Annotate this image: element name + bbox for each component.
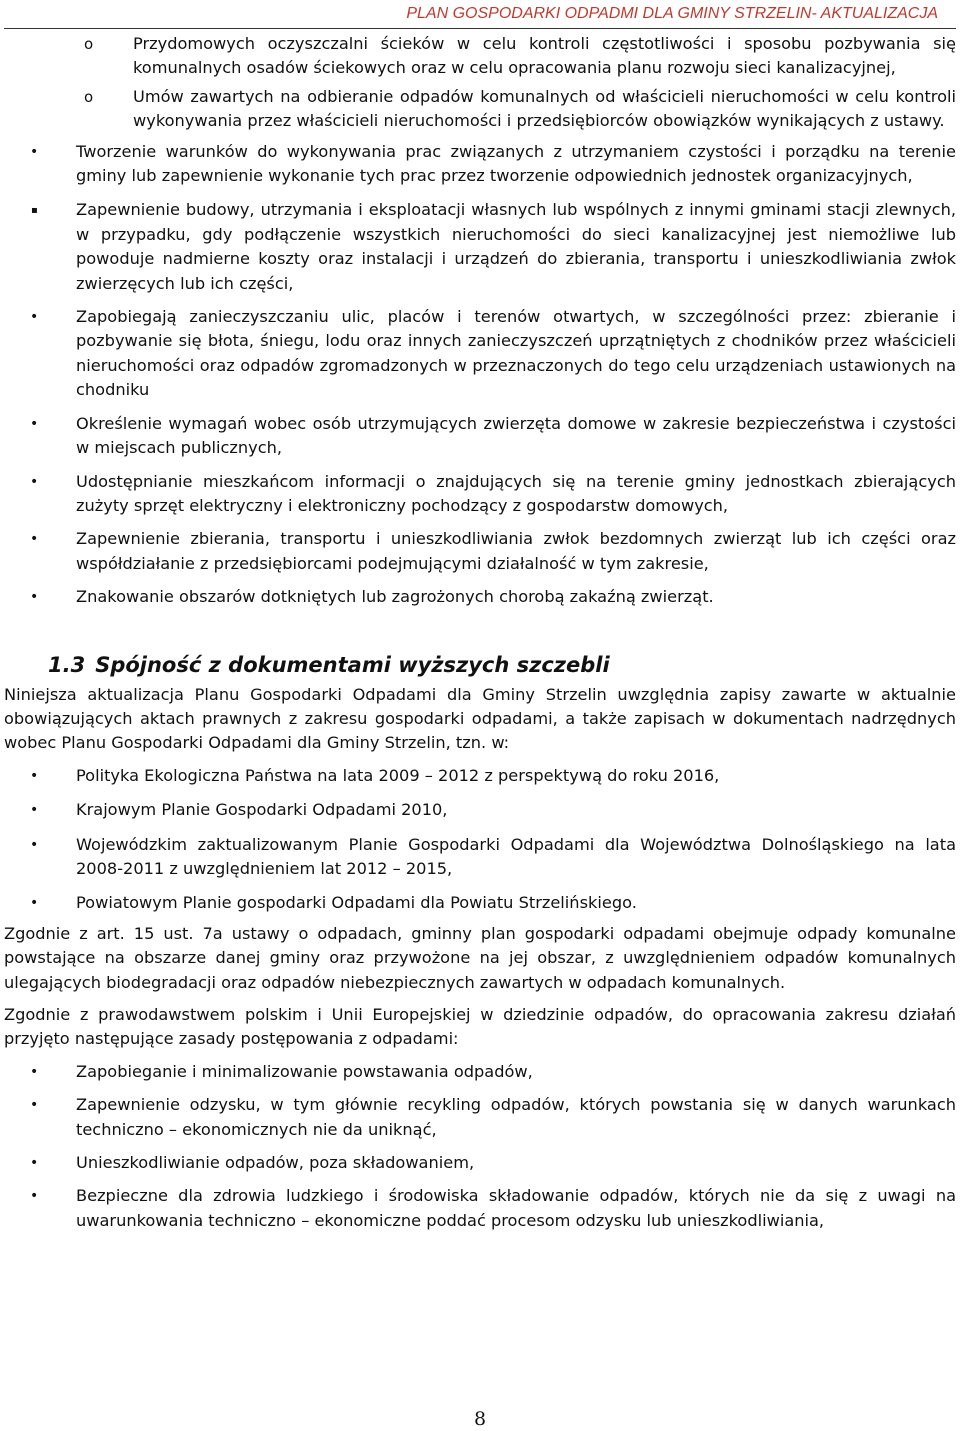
page-number: 8 [473, 1408, 487, 1430]
list-item-text: Umów zawartych na odbieranie odpadów komunalnych od właścicieli nieruchomości w celu kontroli wykonywania przez właścicieli nieruchomości i przedsiębiorców obowiązków wynikających z ustawy. [133, 86, 956, 131]
paragraph: Niniejsza aktualizacja Planu Gospodarki Odpadami dla Gminy Strzelin uwzględnia zapisy zawarte w aktualnie obowiązujących aktach prawnych z zakresu gospodarki odpadami, a także zapisach w dokumentach nadrzędnych wobec Planu Gospodarki Odpadami dla Gminy Strzelin, tzn. w: [4, 684, 956, 753]
document-body [4, 32, 956, 1233]
list-item [4, 1093, 956, 1142]
list-item [4, 1184, 956, 1233]
list-item-text: Przydomowych oczyszczalni ścieków w celu kontroli częstotliwości i sposobu pozbywania się komunalnych osadów ściekowych oraz w celu opracowania planu rozwoju sieci kanalizacyjnej, [133, 34, 956, 78]
list-item-text: Powiatowym Planie gospodarki Odpadami dla Powiatu Strzelińskiego. [76, 893, 637, 913]
running-header: PLAN GOSPODARKI ODPADMI DLA GMINY STRZELIN- AKTUALIZACJA [406, 5, 938, 22]
bullet-icon: • [30, 589, 39, 606]
bullet-icon: • [30, 1188, 39, 1205]
list-item-text: Zapewnienie odzysku, w tym głównie recykling odpadów, których powstania się w danych warunkach techniczno – ekonomicznych nie da uniknąć, [76, 1095, 956, 1139]
bullet-icon: • [30, 767, 39, 784]
list-item [4, 527, 956, 576]
list-item [4, 32, 956, 81]
list-item-text: Polityka Ekologiczna Państwa na lata 2009 – 2012 z perspektywą do roku 2016, [76, 765, 720, 785]
list-item [4, 85, 956, 134]
paragraph: Zgodnie z prawodawstwem polskim i Unii Europejskiej w dziedzinie odpadów, do opracowania zakresu działań przyjęto następujące zasady postępowania z odpadami: [4, 1005, 956, 1049]
list-item [4, 585, 956, 609]
header-rule [4, 28, 956, 29]
square-bullet-icon: ▪ [31, 205, 38, 217]
bullet-icon: • [30, 531, 39, 548]
list-item-text: Zapobieganie i minimalizowanie powstawania odpadów, [76, 1061, 533, 1081]
section-title: Spójność z dokumentami wyższych szczebli [95, 652, 610, 677]
sub-bullet-list [4, 32, 956, 134]
list-item [4, 470, 956, 519]
bullet-icon: • [30, 1097, 39, 1114]
list-item-text: Bezpieczne dla zdrowia ludzkiego i środowiska składowanie odpadów, których nie da się z uwagi na uwarunkowania techniczno – ekonomiczne poddać procesom odzysku lub unieszkodliwiania, [76, 1186, 956, 1230]
section-heading [4, 650, 956, 680]
bullet-icon: • [30, 473, 39, 490]
list-item [4, 305, 956, 403]
circle-bullet-icon: o [84, 35, 94, 53]
list-item [4, 798, 956, 822]
section-number: 1.3 [48, 652, 86, 677]
bullet-icon: • [30, 1063, 39, 1080]
list-item [4, 833, 956, 882]
list-item [4, 1151, 956, 1175]
list-item-text: Wojewódzkim zaktualizowanym Planie Gospodarki Odpadami dla Województwa Dolnośląskiego na lata 2008-2011 z uwzględnieniem lat 2012 – 2015, [76, 834, 956, 878]
list-item-text: Unieszkodliwianie odpadów, poza składowaniem, [76, 1153, 475, 1173]
list-item-text: Krajowym Planie Gospodarki Odpadami 2010, [76, 800, 448, 820]
paragraph: Zgodnie z art. 15 ust. 7a ustawy o odpadach, gminny plan gospodarki odpadami obejmuje odpady komunalne powstające na obszarze danej gminy oraz przywożone na jej obszar, z uwzględnieniem odpadów komunalnych ulegających biodegradacji oraz odpadów niebezpiecznych zawartych w odpadach komunalnych. [4, 923, 956, 992]
bullet-icon: • [30, 415, 39, 432]
list-item [4, 412, 956, 461]
bullet-icon: • [30, 143, 39, 160]
list-item [4, 891, 956, 915]
list-item [4, 1060, 956, 1084]
bullet-icon: • [30, 802, 39, 819]
bullet-icon: • [30, 836, 39, 853]
list-item [4, 764, 956, 788]
bullet-icon: • [30, 895, 39, 912]
list-item [4, 140, 956, 189]
bullet-icon: • [30, 309, 39, 326]
list-item-text: Znakowanie obszarów dotkniętych lub zagrożonych chorobą zakaźną zwierząt. [76, 587, 714, 607]
circle-bullet-icon: o [84, 87, 94, 106]
list-item-text: Udostępnianie mieszkańcom informacji o znajdujących się na terenie gminy jednostkach zbierających zużyty sprzęt elektryczny i elektroniczny pochodzący z gospodarstw domowych, [76, 471, 956, 515]
waste-principles-list [4, 1060, 956, 1233]
list-item-text: Zapobiegają zanieczyszczaniu ulic, placów i terenów otwartych, w szczególności przez: zbieranie i pozbywanie się błota, śniegu, lodu oraz innych zanieczyszczeń uprzątniętych z chodników przez właścicieli nieruchomości oraz odpadów zgromadzonych w przeznaczonych do tego celu urządzeniach ustawionych na chodniku [76, 307, 956, 400]
list-item-text: Zapewnienie zbierania, transportu i unieszkodliwiania zwłok bezdomnych zwierząt lub ich części oraz współdziałanie z przedsiębiorcami podejmującymi działalność w tym zakresie, [76, 529, 956, 573]
list-item-text: Zapewnienie budowy, utrzymania i eksploatacji własnych lub wspólnych z innymi gminami stacji zlewnych, w przypadku, gdy podłączenie wszystkich nieruchomości do sieci kanalizacyjnej jest niemożliwe lub powoduje nadmierne koszty oraz instalacji i urządzeń do zbierania, transportu i unieszkodliwiania zwłok zwierzęcych lub ich części, [76, 200, 956, 293]
list-item-text: Określenie wymagań wobec osób utrzymujących zwierzęta domowe w zakresie bezpieczeństwa i czystości w miejscach publicznych, [76, 413, 956, 458]
list-item-text: Tworzenie warunków do wykonywania prac związanych z utrzymaniem czystości i porządku na terenie gminy lub zapewnienie wykonanie tych prac przez tworzenie odpowiednich jednostek organizacyjnych, [76, 141, 956, 186]
list-item [4, 198, 956, 296]
reference-documents-list [4, 764, 956, 916]
bullet-icon: • [30, 1155, 39, 1172]
municipal-duties-list [4, 140, 956, 610]
